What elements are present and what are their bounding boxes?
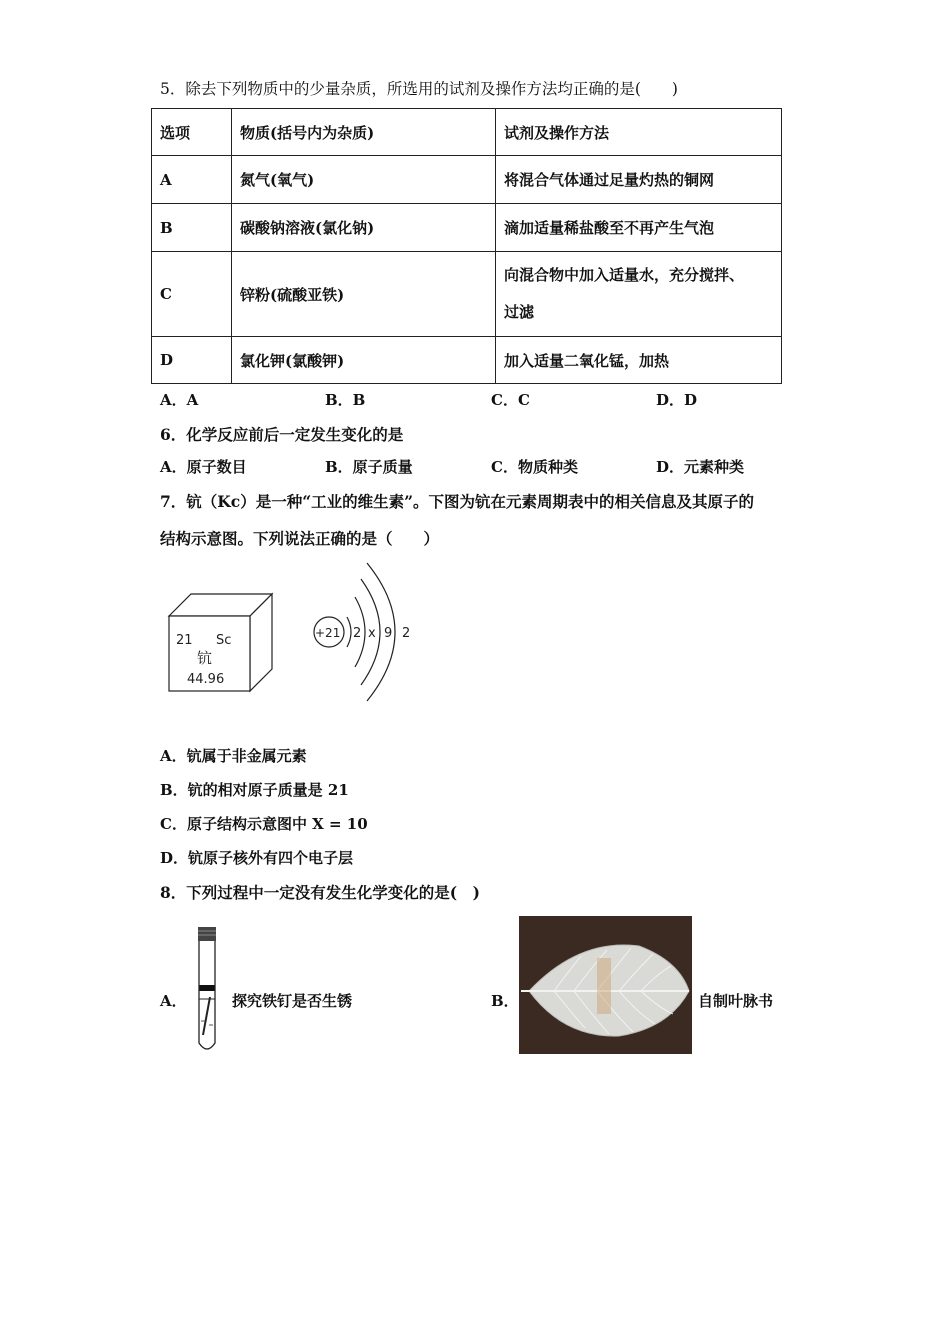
row-method: 向混合物中加入适量水，充分搅拌、 [504, 266, 745, 284]
tube-stopper [198, 927, 216, 941]
q6-choice-c[interactable]: C．物质种类 [491, 458, 578, 476]
table-row [152, 252, 782, 337]
q6-choice-a[interactable]: A．原子数目 [160, 458, 247, 476]
row-option: A [152, 156, 232, 204]
row-method-cell [496, 252, 782, 337]
q5-choice-c[interactable]: C．C [491, 391, 530, 409]
q8-choice-b-letter[interactable]: B． [491, 992, 519, 1010]
q7-choice-c[interactable]: C．原子结构示意图中 X = 10 [160, 815, 368, 833]
table-row [152, 156, 782, 204]
q8-choice-b-text[interactable]: 自制叶脉书 [698, 992, 774, 1010]
atomic-mass: 44.96 [187, 672, 225, 687]
q8-choice-a-text[interactable]: 探究铁钉是否生锈 [232, 992, 353, 1010]
row-method: 将混合气体通过足量灼热的铜网 [496, 156, 782, 204]
row-method-continued: 过滤 [504, 303, 535, 321]
row-option: B [152, 204, 232, 252]
tube-layer [200, 985, 215, 991]
atom-structure-diagram [305, 557, 425, 707]
q8-choice-a-letter[interactable]: A． [160, 992, 187, 1010]
q6-choice-d[interactable]: D．元素种类 [656, 458, 745, 476]
q8-stem: 8．下列过程中一定没有发生化学变化的是( ) [160, 883, 480, 902]
row-substance: 氮气(氧气) [232, 156, 496, 204]
q5-table [151, 108, 782, 384]
element-symbol: Sc [216, 633, 232, 648]
row-substance: 氯化钾(氯酸钾) [232, 337, 496, 384]
leaf-vein-image [519, 916, 692, 1054]
atomic-number: 21 [176, 633, 193, 648]
shell-electrons-2: x [368, 626, 376, 641]
row-method: 滴加适量稀盐酸至不再产生气泡 [496, 204, 782, 252]
q7-choice-d[interactable]: D．钪原子核外有四个电子层 [160, 849, 354, 867]
table-row [152, 337, 782, 384]
shell-electrons-1: 2 [353, 626, 362, 641]
q5-choice-a[interactable]: A．A [160, 391, 199, 409]
q7-stem-line1: 7．钪（Kc）是一种“工业的维生素”。下图为钪在元素周期表中的相关信息及其原子的 [160, 492, 755, 511]
test-tube-image [190, 925, 224, 1057]
element-card-figure [160, 585, 280, 695]
q6-choice-b[interactable]: B．原子质量 [325, 458, 413, 476]
leaf-stain [597, 958, 611, 1014]
tube-glass [199, 941, 215, 1049]
q5-choice-b[interactable]: B．B [325, 391, 366, 409]
q7-stem-line2: 结构示意图。下列说法正确的是（ ） [160, 529, 440, 548]
nucleus-charge: +21 [315, 626, 341, 640]
table-row [152, 204, 782, 252]
header-option: 选项 [152, 109, 232, 156]
q5-choice-d[interactable]: D．D [656, 391, 698, 409]
row-substance: 锌粉(硫酸亚铁) [232, 252, 496, 337]
row-substance: 碳酸钠溶液(氯化钠) [232, 204, 496, 252]
header-method: 试剂及操作方法 [496, 109, 782, 156]
header-substance: 物质(括号内为杂质) [232, 109, 496, 156]
row-option: D [152, 337, 232, 384]
q5-stem: 5．除去下列物质中的少量杂质，所选用的试剂及操作方法均正确的是( ) [160, 80, 678, 98]
q6-stem: 6．化学反应前后一定发生变化的是 [160, 425, 404, 444]
row-method: 加入适量二氧化锰，加热 [496, 337, 782, 384]
shell-electrons-3: 9 [384, 626, 393, 641]
q7-choice-a[interactable]: A．钪属于非金属元素 [160, 747, 307, 765]
q7-choice-b[interactable]: B．钪的相对原子质量是 21 [160, 781, 349, 799]
table-header-row [152, 109, 782, 156]
shell-electrons-4: 2 [402, 626, 411, 641]
shell-arc-1 [347, 617, 351, 647]
row-option: C [152, 252, 232, 337]
element-name: 钪 [197, 649, 213, 667]
